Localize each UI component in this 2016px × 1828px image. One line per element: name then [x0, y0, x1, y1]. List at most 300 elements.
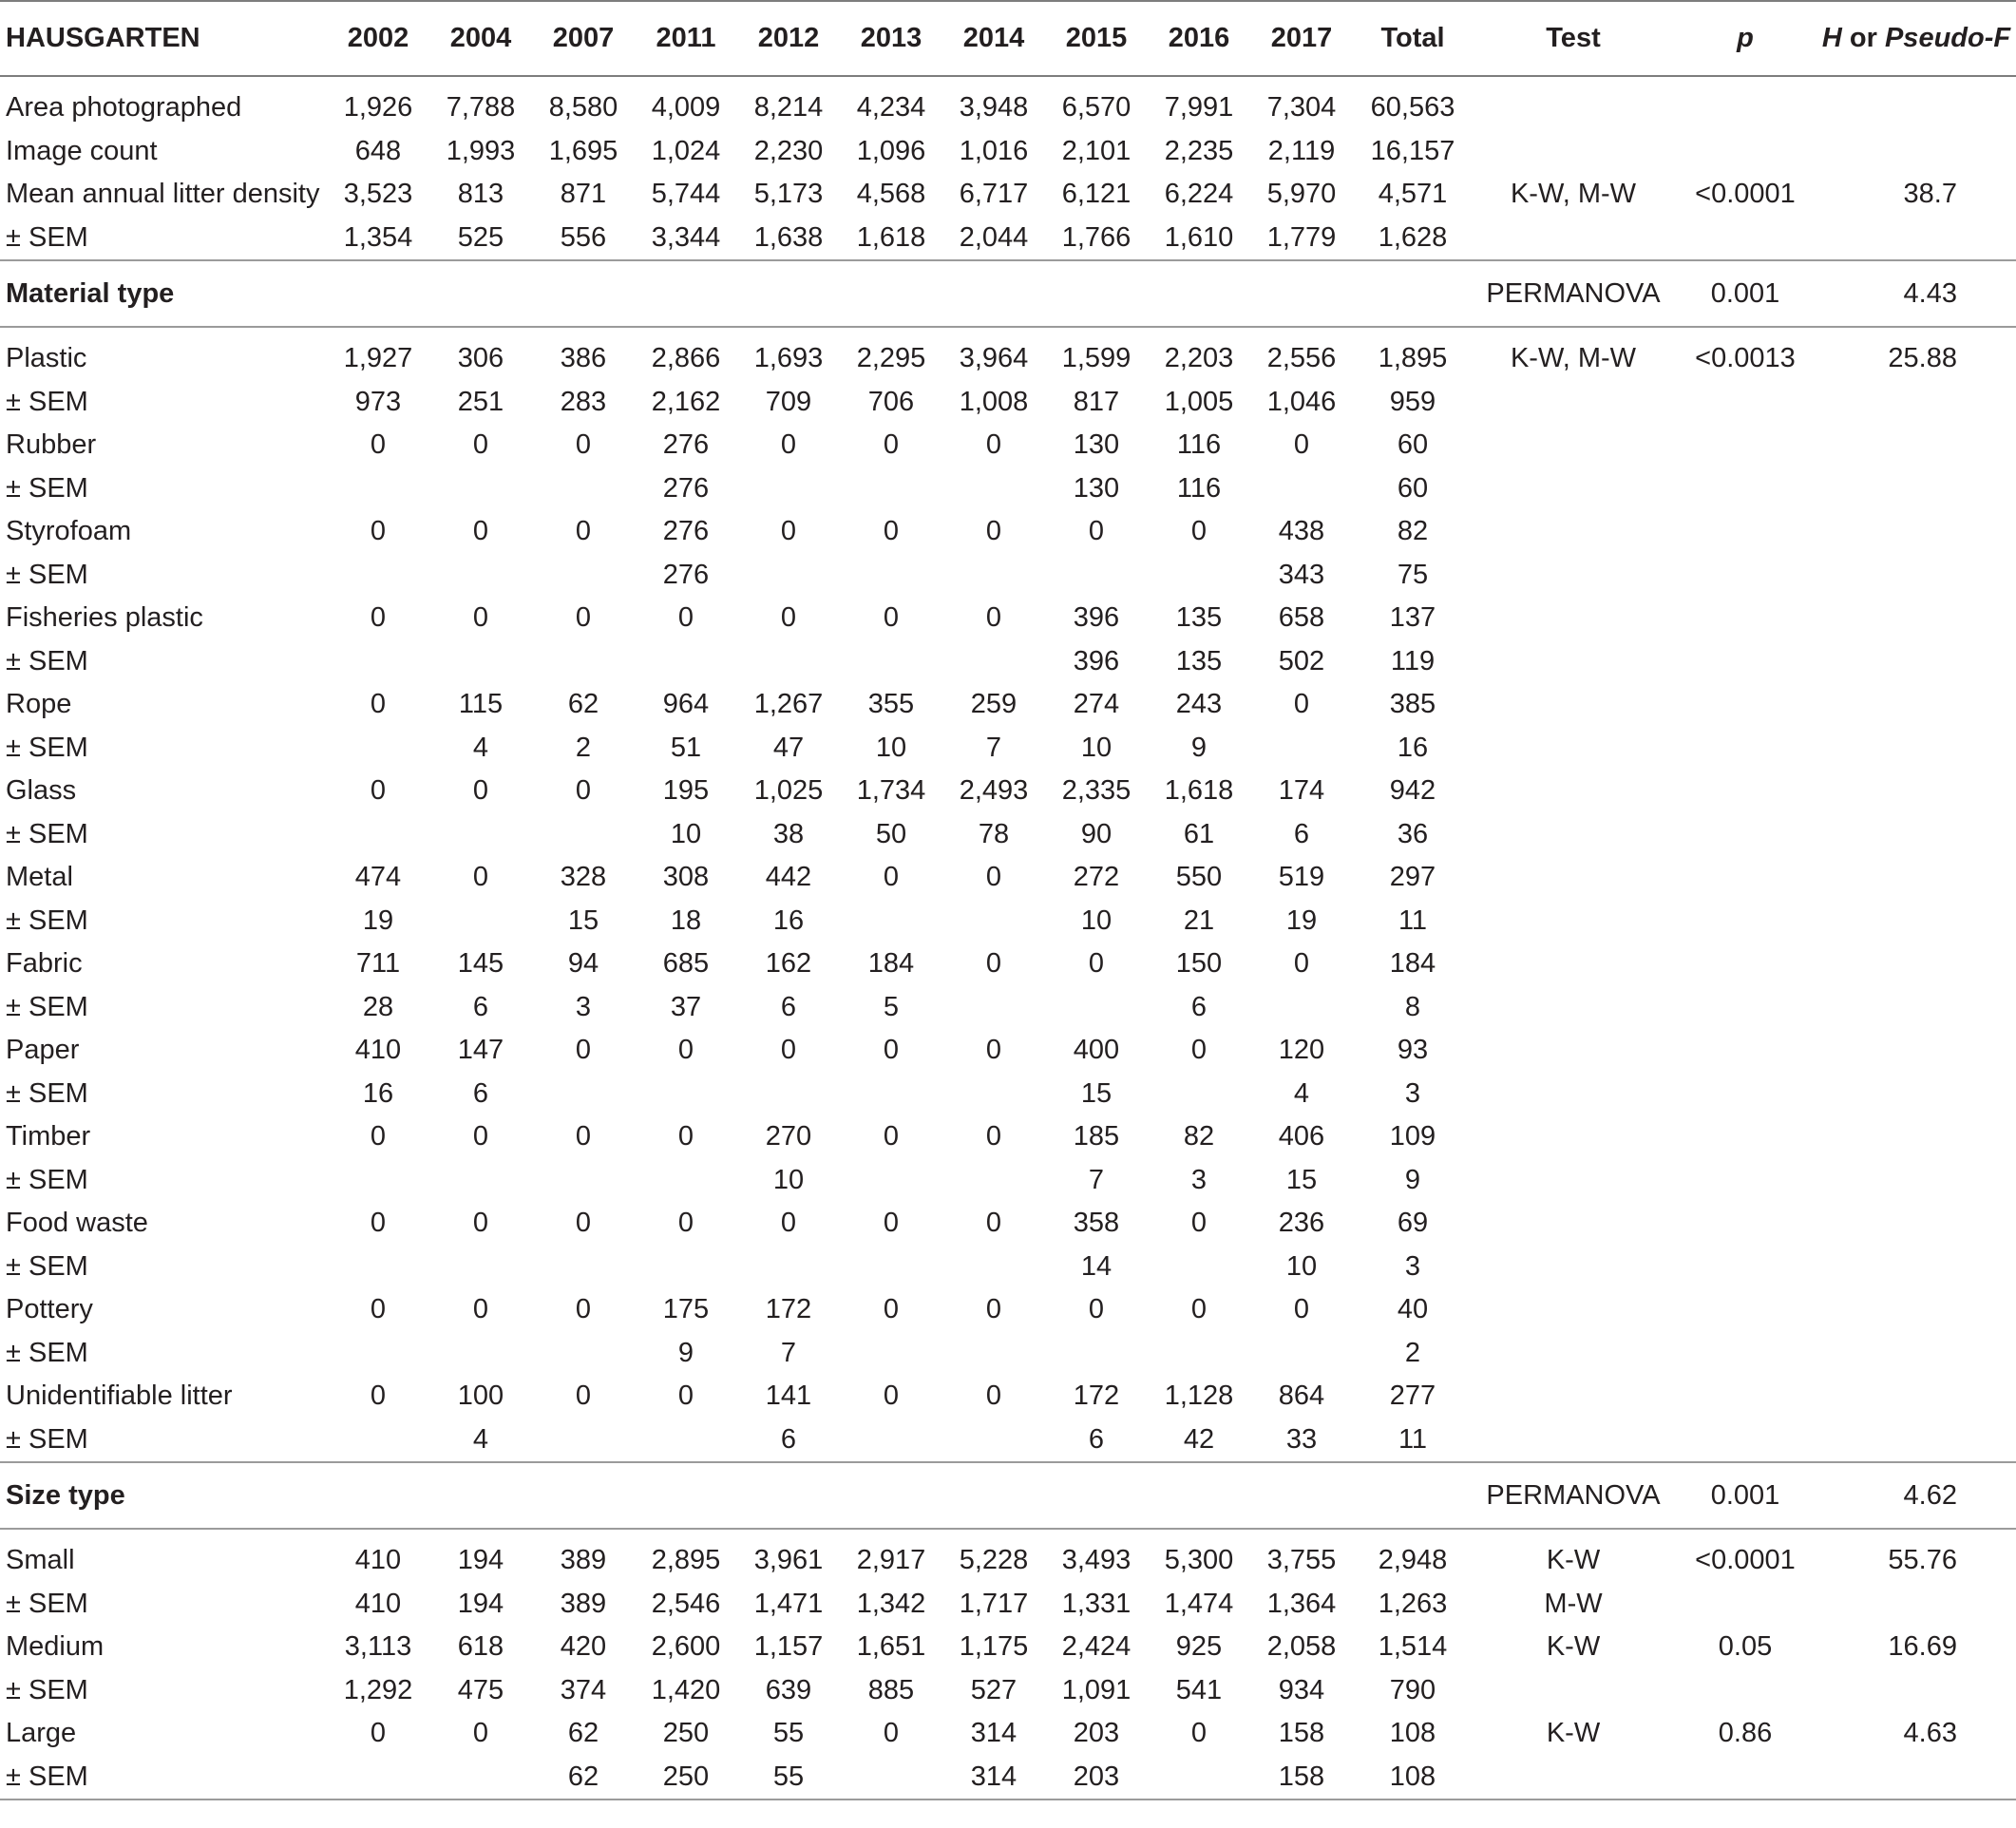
row-label: Large — [6, 1718, 77, 1749]
value-cell: 0 — [780, 516, 797, 547]
value-cell: 0 — [370, 1381, 387, 1412]
value-cell — [737, 1073, 840, 1116]
value-cell — [737, 554, 840, 598]
value-cell: 2 — [575, 732, 592, 763]
value-cell: 0 — [1088, 948, 1105, 980]
p-cell — [1674, 1669, 1816, 1713]
value-cell: 62 — [532, 1756, 635, 1800]
value-cell: 15 — [1285, 1164, 1318, 1195]
value-cell: 158 — [1250, 1756, 1353, 1800]
value-cell — [1148, 1756, 1250, 1800]
value-cell: 1,420 — [651, 1674, 721, 1705]
stat-cell — [1816, 381, 2016, 425]
value-cell: 527 — [970, 1674, 1018, 1705]
value-cell: 274 — [1073, 689, 1120, 720]
value-cell: 2,044 — [959, 221, 1029, 253]
p-cell — [1674, 1332, 1816, 1376]
value-cell: 5,173 — [753, 179, 824, 210]
value-cell: 1,267 — [753, 689, 824, 720]
value-cell: 0 — [472, 1718, 489, 1749]
value-cell: 47 — [772, 732, 805, 763]
table-row — [0, 467, 2016, 511]
total-cell: 4,571 — [1378, 179, 1448, 210]
value-cell: 0 — [1293, 1294, 1310, 1325]
test-cell — [1473, 727, 1674, 771]
value-cell: 648 — [354, 135, 402, 166]
value-cell — [327, 1159, 429, 1203]
value-cell — [429, 1246, 532, 1289]
row-label: Unidentifiable litter — [6, 1381, 233, 1412]
value-cell — [327, 1756, 429, 1800]
table-row — [0, 1288, 2016, 1332]
value-cell: 3,948 — [959, 92, 1029, 124]
value-cell: 15 — [1080, 1077, 1113, 1109]
value-cell — [1250, 986, 1353, 1030]
table-row — [0, 1375, 2016, 1419]
p-cell — [1674, 727, 1816, 771]
value-cell — [942, 1246, 1045, 1289]
total-cell: 959 — [1389, 386, 1436, 417]
total-cell: 942 — [1389, 775, 1436, 807]
value-cell: 10 — [670, 818, 702, 849]
value-cell — [327, 467, 429, 511]
value-cell: 474 — [354, 862, 402, 893]
empty-cell — [942, 260, 1045, 327]
empty-cell — [1148, 260, 1250, 327]
value-cell: 1,016 — [959, 135, 1029, 166]
value-cell: 10 — [1080, 732, 1113, 763]
p-cell: 0.001 — [1674, 1462, 1816, 1529]
table-row — [0, 510, 2016, 554]
value-cell: 308 — [662, 862, 710, 893]
value-cell: 0 — [370, 602, 387, 634]
value-cell: 0 — [883, 1381, 900, 1412]
value-cell: 115 — [458, 689, 504, 720]
year-header: 2013 — [840, 1, 942, 76]
table-row — [0, 683, 2016, 727]
year-header: 2011 — [635, 1, 737, 76]
value-cell — [840, 1756, 942, 1800]
value-cell: 389 — [560, 1588, 607, 1619]
p-cell: 0.001 — [1674, 260, 1816, 327]
value-cell: 0 — [780, 1035, 797, 1066]
p-cell: <0.0001 — [1695, 1545, 1796, 1576]
test-cell: K-W — [1546, 1718, 1601, 1749]
value-cell: 374 — [560, 1674, 607, 1705]
value-cell — [840, 1073, 942, 1116]
value-cell: 172 — [765, 1294, 812, 1325]
value-cell — [532, 1073, 635, 1116]
value-cell: 94 — [567, 948, 599, 980]
value-cell: 82 — [1183, 1121, 1215, 1152]
stat-cell — [1816, 1583, 2016, 1627]
value-cell: 0 — [1190, 1035, 1208, 1066]
value-cell — [840, 900, 942, 943]
value-cell: 2,162 — [651, 386, 721, 417]
total-cell: 297 — [1389, 862, 1436, 893]
p-cell: <0.0013 — [1695, 343, 1796, 374]
value-cell: 276 — [662, 472, 710, 504]
total-cell: 108 — [1353, 1756, 1473, 1800]
stat-cell: 25.88 — [1888, 343, 1957, 374]
value-cell: 0 — [575, 775, 592, 807]
value-cell — [737, 1246, 840, 1289]
value-cell: 0 — [1088, 516, 1105, 547]
total-cell: 11 — [1398, 1423, 1428, 1455]
value-cell: 250 — [662, 1718, 710, 1749]
value-cell: 934 — [1278, 1674, 1325, 1705]
value-cell: 3,961 — [753, 1545, 824, 1576]
value-cell: 9 — [1190, 732, 1208, 763]
test-cell: K-W, M-W — [1510, 179, 1637, 210]
value-cell: 174 — [1278, 775, 1325, 807]
table-row — [0, 640, 2016, 684]
test-cell — [1473, 1246, 1674, 1289]
value-cell: 0 — [985, 429, 1002, 461]
row-label: ± SEM — [6, 1588, 88, 1619]
value-cell: 0 — [472, 862, 489, 893]
test-cell: K-W — [1546, 1631, 1601, 1663]
value-cell: 2,866 — [651, 343, 721, 374]
row-label: ± SEM — [6, 472, 88, 504]
row-label: ± SEM — [0, 1756, 327, 1800]
value-cell: 1,651 — [856, 1631, 926, 1663]
p-cell — [1674, 217, 1816, 261]
row-label: ± SEM — [6, 904, 88, 936]
table-row — [0, 943, 2016, 986]
total-cell: 82 — [1397, 516, 1429, 547]
value-cell — [942, 1332, 1045, 1376]
value-cell: 8,214 — [753, 92, 824, 124]
empty-cell — [635, 260, 737, 327]
value-cell: 1,008 — [959, 386, 1029, 417]
value-cell — [942, 1419, 1045, 1463]
stat-cell — [1816, 813, 2016, 857]
value-cell: 4,568 — [856, 179, 926, 210]
value-cell — [532, 467, 635, 511]
value-cell: 1,091 — [1061, 1674, 1132, 1705]
p-cell — [1674, 424, 1816, 467]
total-cell: 1,895 — [1378, 343, 1448, 374]
empty-cell — [635, 1462, 737, 1529]
stat-header-h: H — [1821, 23, 1842, 53]
value-cell: 51 — [670, 732, 702, 763]
value-cell: 2,546 — [651, 1588, 721, 1619]
test-cell — [1473, 467, 1674, 511]
value-cell: 3,113 — [344, 1631, 412, 1663]
value-cell: 0 — [1190, 1718, 1208, 1749]
stat-cell — [1816, 986, 2016, 1030]
value-cell: 276 — [662, 429, 710, 461]
value-cell: 0 — [985, 602, 1002, 634]
value-cell: 16 — [772, 904, 805, 936]
row-label: Rubber — [6, 429, 97, 461]
value-cell — [327, 1246, 429, 1289]
test-cell — [1473, 1029, 1674, 1073]
year-header: 2017 — [1250, 1, 1353, 76]
value-cell: 184 — [867, 948, 915, 980]
value-cell: 813 — [457, 179, 504, 210]
value-cell: 0 — [1088, 1294, 1105, 1325]
value-cell: 5 — [883, 991, 900, 1022]
value-cell: 15 — [567, 904, 599, 936]
p-cell — [1674, 1029, 1816, 1073]
value-cell: 639 — [765, 1674, 812, 1705]
value-cell: 525 — [457, 221, 504, 253]
row-label: Image count — [6, 135, 158, 166]
value-cell — [635, 1073, 737, 1116]
value-cell: 0 — [985, 516, 1002, 547]
value-cell: 0 — [780, 1208, 797, 1239]
value-cell: 0 — [370, 429, 387, 461]
row-label: ± SEM — [6, 1423, 88, 1455]
p-cell: <0.0001 — [1695, 179, 1796, 210]
value-cell: 6,717 — [959, 179, 1029, 210]
value-cell — [532, 813, 635, 857]
value-cell — [532, 1159, 635, 1203]
general-rows — [0, 76, 2016, 260]
value-cell: 0 — [985, 1381, 1002, 1412]
value-cell: 0 — [370, 516, 387, 547]
test-cell — [1473, 1073, 1674, 1116]
value-cell: 0 — [472, 1294, 489, 1325]
stat-cell — [1816, 943, 2016, 986]
test-cell — [1473, 76, 1674, 130]
total-cell: 36 — [1397, 818, 1429, 849]
p-cell — [1674, 381, 1816, 425]
value-cell: 283 — [560, 386, 607, 417]
value-cell — [327, 1419, 429, 1463]
stat-cell — [1816, 1332, 2016, 1376]
value-cell — [635, 1246, 737, 1289]
value-cell: 272 — [1073, 862, 1120, 893]
value-cell: 1,618 — [1164, 775, 1234, 807]
stat-cell: 55.76 — [1888, 1545, 1957, 1576]
value-cell: 1,175 — [959, 1631, 1029, 1663]
test-cell — [1473, 813, 1674, 857]
value-cell: 14 — [1080, 1250, 1113, 1282]
value-cell: 0 — [677, 602, 694, 634]
table-row — [0, 130, 2016, 174]
year-header: 2007 — [532, 1, 635, 76]
value-cell: 2,101 — [1061, 135, 1132, 166]
empty-cell — [942, 1462, 1045, 1529]
value-cell: 973 — [354, 386, 402, 417]
total-cell: 75 — [1397, 559, 1429, 590]
value-cell — [429, 900, 532, 943]
p-cell — [1674, 76, 1816, 130]
value-cell: 1,695 — [548, 135, 618, 166]
test-cell — [1473, 510, 1674, 554]
row-label: Fisheries plastic — [6, 602, 203, 634]
value-cell: 711 — [355, 948, 401, 980]
material-rows — [0, 327, 2016, 1462]
value-cell: 6 — [472, 991, 489, 1022]
p-header — [1674, 1, 1816, 76]
stat-cell — [1816, 76, 2016, 130]
p-cell — [1674, 1246, 1816, 1289]
value-cell — [840, 554, 942, 598]
value-cell — [942, 1073, 1045, 1116]
value-cell: 9 — [677, 1337, 694, 1368]
year-header: 2014 — [942, 1, 1045, 76]
value-cell: 502 — [1278, 645, 1325, 676]
value-cell: 194 — [457, 1545, 504, 1576]
value-cell — [327, 1332, 429, 1376]
test-cell — [1473, 1288, 1674, 1332]
row-label: ± SEM — [6, 1164, 88, 1195]
value-cell: 147 — [457, 1035, 504, 1066]
value-cell: 1,331 — [1061, 1588, 1132, 1619]
value-cell: 389 — [560, 1545, 607, 1576]
value-cell — [1045, 554, 1148, 598]
value-cell: 251 — [457, 386, 504, 417]
value-cell: 236 — [1278, 1208, 1325, 1239]
value-cell: 0 — [883, 862, 900, 893]
section-row — [0, 260, 2016, 327]
value-cell — [1148, 1073, 1250, 1116]
stat-cell — [1816, 424, 2016, 467]
value-cell: 1,779 — [1266, 221, 1337, 253]
value-cell: 2,424 — [1061, 1631, 1132, 1663]
value-cell: 1,025 — [753, 775, 824, 807]
test-cell: M-W — [1544, 1588, 1603, 1619]
value-cell — [429, 813, 532, 857]
table-row — [0, 1202, 2016, 1246]
value-cell: 2,295 — [856, 343, 926, 374]
p-cell — [1674, 1419, 1816, 1463]
value-cell: 0 — [677, 1381, 694, 1412]
value-cell — [1148, 1332, 1250, 1376]
stat-cell — [1816, 1159, 2016, 1203]
empty-cell — [840, 1462, 942, 1529]
row-label: Metal — [6, 862, 73, 893]
row-label: ± SEM — [6, 1674, 88, 1705]
p-cell: 0.05 — [1718, 1631, 1773, 1663]
value-cell: 21 — [1183, 904, 1215, 936]
value-cell: 90 — [1080, 818, 1113, 849]
value-cell: 1,471 — [753, 1588, 824, 1619]
value-cell: 442 — [765, 862, 812, 893]
value-cell: 141 — [765, 1381, 812, 1412]
row-label: ± SEM — [6, 221, 88, 253]
row-label: ± SEM — [6, 732, 88, 763]
value-cell: 343 — [1278, 559, 1325, 590]
value-cell: 396 — [1073, 602, 1120, 634]
test-cell — [1473, 1375, 1674, 1419]
test-cell — [1473, 986, 1674, 1030]
value-cell: 386 — [560, 343, 607, 374]
test-cell — [1473, 900, 1674, 943]
value-cell: 203 — [1073, 1718, 1120, 1749]
table-row — [0, 554, 2016, 598]
row-label: Paper — [6, 1035, 80, 1066]
stat-cell — [1816, 727, 2016, 771]
value-cell: 3,964 — [959, 343, 1029, 374]
value-cell: 172 — [1073, 1381, 1120, 1412]
value-cell: 2,203 — [1164, 343, 1234, 374]
value-cell — [532, 1419, 635, 1463]
stat-cell — [1816, 1288, 2016, 1332]
stat-cell — [1816, 510, 2016, 554]
value-cell: 6,224 — [1164, 179, 1234, 210]
year-header: 2015 — [1045, 1, 1148, 76]
value-cell: 195 — [662, 775, 710, 807]
stat-cell — [1816, 467, 2016, 511]
total-cell: 790 — [1389, 1674, 1436, 1705]
value-cell: 314 — [970, 1718, 1018, 1749]
stat-cell — [1816, 1202, 2016, 1246]
empty-cell — [1045, 260, 1148, 327]
value-cell — [1148, 554, 1250, 598]
value-cell: 6,121 — [1061, 179, 1132, 210]
value-cell: 2,335 — [1061, 775, 1132, 807]
value-cell: 55 — [772, 1718, 805, 1749]
p-cell — [1674, 770, 1816, 813]
table-row — [0, 770, 2016, 813]
table-row — [0, 1115, 2016, 1159]
value-cell: 150 — [1175, 948, 1223, 980]
value-cell: 1,926 — [343, 92, 413, 124]
value-cell: 16 — [362, 1077, 394, 1109]
total-header: Total — [1353, 1, 1473, 76]
stat-cell — [1816, 217, 2016, 261]
value-cell: 1,157 — [753, 1631, 824, 1663]
value-cell: 438 — [1278, 516, 1325, 547]
p-cell — [1674, 943, 1816, 986]
value-cell — [942, 900, 1045, 943]
value-cell: 18 — [670, 904, 702, 936]
size-section — [0, 1462, 2016, 1529]
value-cell — [942, 467, 1045, 511]
value-cell: 3 — [575, 991, 592, 1022]
row-label: ± SEM — [6, 1077, 88, 1109]
value-cell: 1,128 — [1164, 1381, 1234, 1412]
header-row — [0, 1, 2016, 76]
total-cell: 3 — [1404, 1250, 1421, 1282]
table-row — [0, 1626, 2016, 1669]
value-cell: 355 — [867, 689, 915, 720]
row-label: Small — [6, 1545, 75, 1576]
value-cell: 0 — [677, 1035, 694, 1066]
value-cell: 685 — [662, 948, 710, 980]
value-cell: 4 — [472, 1423, 489, 1455]
row-label: Styrofoam — [6, 516, 132, 547]
row-label: ± SEM — [6, 991, 88, 1022]
value-cell — [327, 554, 429, 598]
stat-header — [1816, 1, 2016, 76]
stat-cell — [1816, 1246, 2016, 1289]
stat-cell — [1816, 640, 2016, 684]
table-row — [0, 813, 2016, 857]
p-cell — [1674, 813, 1816, 857]
total-cell: 60 — [1397, 472, 1429, 504]
empty-cell — [1148, 1462, 1250, 1529]
value-cell: 6 — [1293, 818, 1310, 849]
value-cell — [840, 1332, 942, 1376]
value-cell — [532, 554, 635, 598]
value-cell: 7,304 — [1266, 92, 1337, 124]
value-cell: 0 — [677, 1121, 694, 1152]
table-row — [0, 1419, 2016, 1463]
value-cell: 0 — [370, 1208, 387, 1239]
empty-cell — [1250, 1462, 1353, 1529]
row-label: ± SEM — [6, 386, 88, 417]
section-title: Size type — [0, 1462, 327, 1529]
value-cell — [1045, 1332, 1148, 1376]
stat-cell: 4.62 — [1816, 1462, 2016, 1529]
value-cell: 1,618 — [856, 221, 926, 253]
